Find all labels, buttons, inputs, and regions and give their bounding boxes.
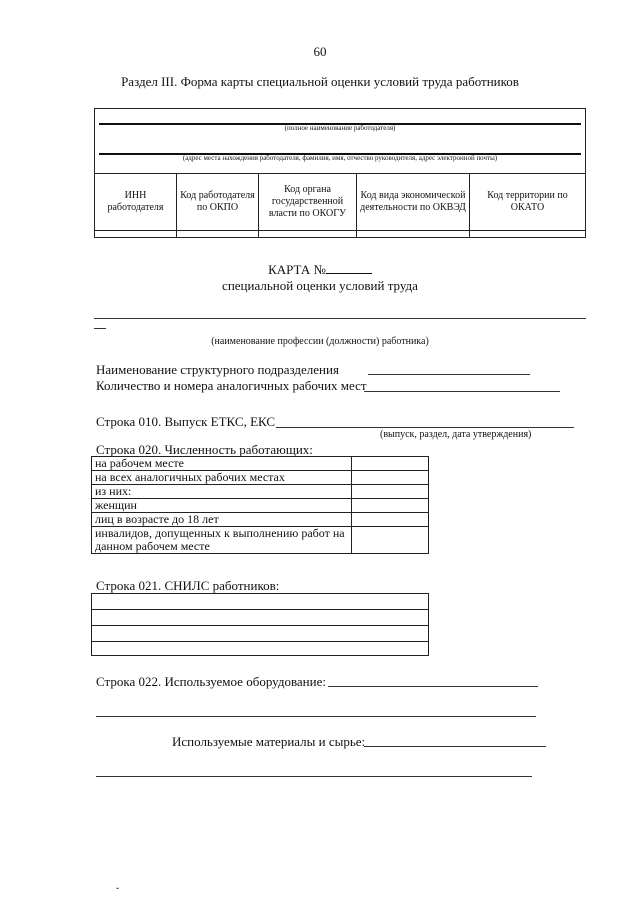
department-label: Наименование структурного подразделения (96, 362, 339, 377)
card-title (0, 262, 640, 278)
similar-places-line[interactable] (364, 391, 560, 392)
inn-header: ИНН работодателя (95, 174, 177, 230)
count-label: на всех аналогичных рабочих местах (92, 471, 352, 485)
department-line[interactable] (368, 374, 530, 375)
table-row (92, 471, 429, 485)
section-title: Раздел III. Форма карты специальной оценки условий труда работников (121, 74, 519, 89)
row020-label: Строка 020. Численность работающих: (96, 442, 313, 457)
okogu-header: Код органа государственной власти по ОКОГУ (259, 174, 357, 230)
count-value-cell[interactable] (352, 471, 429, 485)
similar-places-label: Количество и номера аналогичных рабочих мест (96, 378, 367, 393)
table-row (92, 485, 429, 499)
table-row (92, 457, 429, 471)
employer-name-caption: (полное наименование работодателя) (284, 124, 396, 132)
okved-value-cell[interactable] (357, 229, 470, 237)
materials-line[interactable] (364, 746, 546, 747)
profession-caption: (наименование профессии (должности) работника) (211, 336, 429, 347)
card-title-text: КАРТА № (268, 262, 326, 277)
row010-label: Строка 010. Выпуск ЕТКС, ЕКС (96, 414, 276, 429)
workers-count-table (91, 456, 429, 554)
row010-caption: (выпуск, раздел, дата утверждения) (380, 429, 532, 440)
count-value-cell[interactable] (352, 499, 429, 513)
okpo-value-cell[interactable] (177, 229, 259, 237)
count-value-cell[interactable] (352, 485, 429, 499)
inn-value-cell[interactable] (95, 229, 177, 237)
equipment-line-2[interactable] (96, 716, 536, 717)
page-number: 60 (313, 44, 327, 59)
employer-info-box (94, 108, 586, 238)
count-label: из них: (92, 485, 352, 499)
count-value-cell[interactable] (352, 527, 429, 554)
okved-header: Код вида экономической деятельности по ОКВЭД (357, 174, 470, 230)
snils-row-divider (92, 625, 428, 626)
okato-header: Код территории по ОКАТО (487, 190, 568, 213)
table-row (92, 499, 429, 513)
okato-value-cell[interactable] (470, 229, 585, 237)
materials-label: Используемые материалы и сырье: (172, 734, 366, 749)
materials-line-2[interactable] (96, 776, 532, 777)
row021-label: Строка 021. СНИЛС работников: (96, 578, 280, 593)
card-subtitle: специальной оценки условий труда (222, 278, 418, 293)
footer-mark: ˇ (116, 886, 119, 896)
table-row (92, 513, 429, 527)
profession-line-tick (94, 328, 106, 329)
count-value-cell[interactable] (352, 457, 429, 471)
count-label: инвалидов, допущенных к выполнению работ на данном рабочем месте (92, 527, 352, 554)
employer-address-caption: (адрес места нахождения работодателя, фамилия, имя, отчество руководителя, адрес электронной почты) (182, 154, 498, 162)
snils-table[interactable] (91, 593, 429, 656)
row022-label: Строка 022. Используемое оборудование: (96, 674, 326, 689)
count-value-cell[interactable] (352, 513, 429, 527)
codes-header-row (95, 173, 585, 231)
table-row (92, 527, 429, 554)
count-label: женщин (92, 499, 352, 513)
card-number-blank[interactable] (326, 262, 372, 274)
snils-row-divider (92, 609, 428, 610)
snils-row-divider (92, 641, 428, 642)
codes-value-row (95, 229, 585, 237)
row010-line[interactable] (276, 427, 574, 428)
count-label: на рабочем месте (92, 457, 352, 471)
count-label: лиц в возрасте до 18 лет (92, 513, 352, 527)
okogu-value-cell[interactable] (259, 229, 357, 237)
profession-line[interactable] (94, 318, 586, 319)
equipment-line[interactable] (328, 686, 538, 687)
okpo-header: Код работодателя по ОКПО (177, 174, 259, 230)
